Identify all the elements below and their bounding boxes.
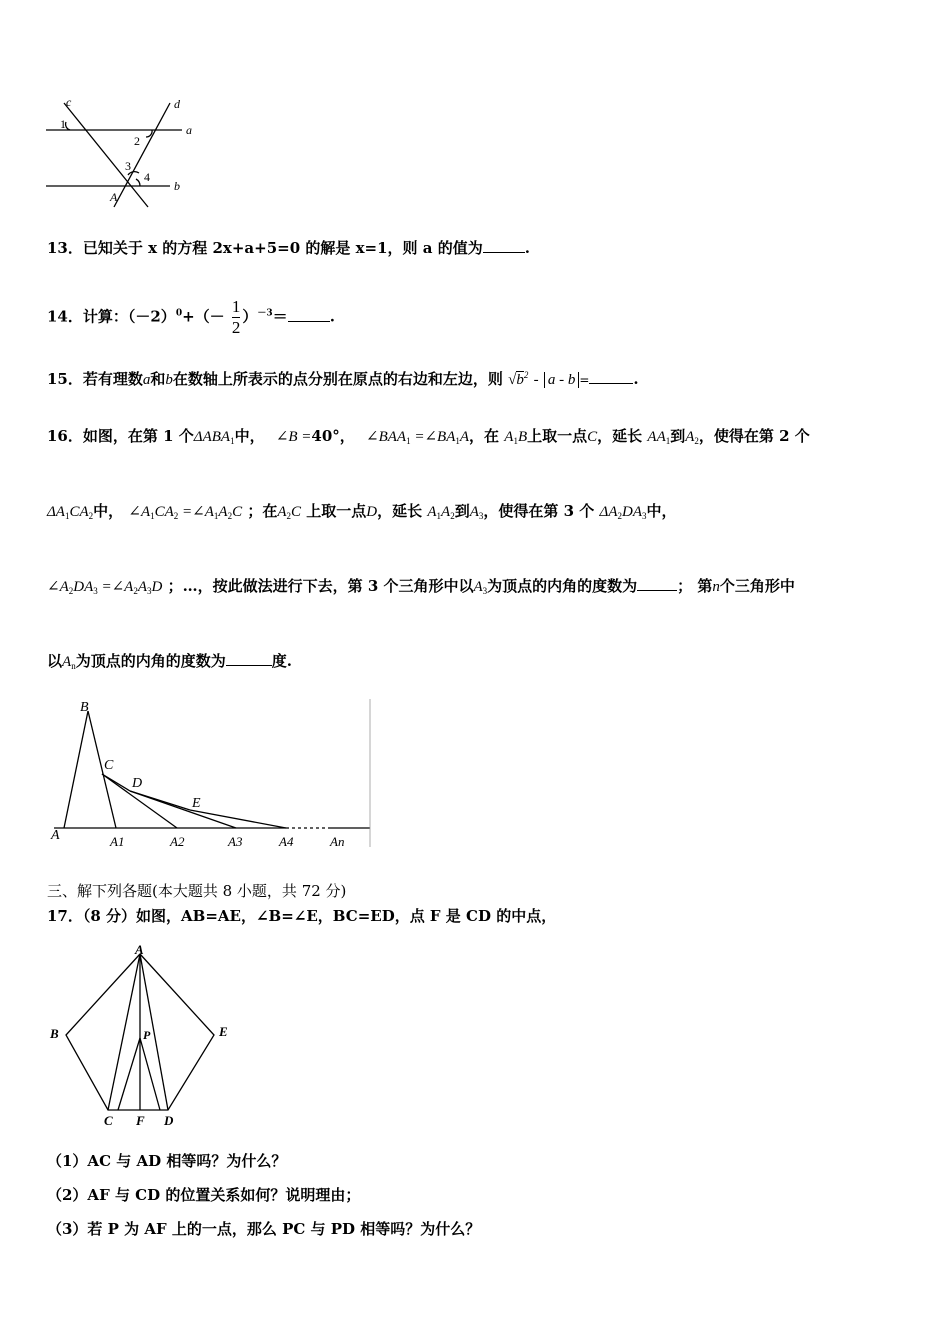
label-An: An: [330, 834, 345, 849]
label-B: B: [50, 1026, 59, 1041]
label-E: E: [192, 796, 201, 811]
label-4: 4: [144, 170, 150, 184]
label-c: c: [66, 95, 72, 109]
question-16-line-3: $\angle A_2DA_3$ $=\angle A_2A_3D$ ；…，按此做法进行下去，第 3 个三角形中以$A_3$为顶点的内角的度数为 ； 第n个三角形中: [47, 577, 795, 596]
label-2: 2: [134, 134, 140, 148]
question-16-line-4: 以$A_n$为顶点的内角的度数为 度.: [47, 652, 292, 671]
label-A4: A4: [279, 834, 294, 849]
line-c: [64, 103, 148, 207]
label-A1: A1: [110, 834, 125, 849]
figure-triangles-sequence: [46, 697, 372, 855]
fraction: $\frac{1}{2}$: [231, 297, 241, 337]
label-B: B: [80, 700, 89, 715]
label-E: E: [219, 1024, 228, 1039]
label-a: a: [186, 123, 192, 137]
line-d: [114, 103, 170, 207]
label-P: P: [143, 1028, 151, 1042]
label-3: 3: [125, 159, 131, 173]
answer-blank[interactable]: [483, 240, 525, 253]
label-C: C: [104, 1113, 113, 1128]
label-b: b: [174, 179, 180, 193]
question-17-part-2: （2）AF 与 CD 的位置关系如何？说明理由；: [47, 1186, 361, 1204]
question-13: 13．已知关于 x 的方程 2x+a+5=0 的解是 x=1，则 a 的值为 .: [47, 239, 530, 257]
label-A: A: [51, 828, 60, 843]
question-16-line-1: 16．如图，在第 1 个$\Delta ABA_1$中， ∠B =40°， $\angle BAA_1$ $=\angle BA_1A$，在 $A_1B$上取一点C，延长 $AA_1$到$A_2$，使得在第 2 个: [47, 427, 810, 446]
q13-text: 13．已知关于 x 的方程 2x+a+5=0 的解是 x=1，则 a 的值为: [47, 239, 483, 257]
label-d: d: [174, 97, 180, 111]
question-17-part-1: （1）AC 与 AD 相等吗？为什么？: [47, 1152, 287, 1170]
question-16-line-2: $\Delta A_1CA_2$中， $\angle A_1CA_2$ $=\angle A_1A_2C$ ；在$A_2C$ 上取一点D，延长 $A_1A_2$到$A_3$，使得在第 3 个 $\Delta A_2DA_3$中，: [47, 502, 677, 521]
question-14: 14．计算：$(-2)^0+(-$ $\frac{1}{2}$ ）$^{-3}$＝ .: [47, 297, 335, 337]
question-15: 15．若有理数a和b在数轴上所表示的点分别在原点的右边和左边，则 $√b^2$ - a - b = .: [47, 370, 639, 388]
section-heading: 三、解下列各题(本大题共 8 小题，共 72 分): [47, 882, 347, 900]
question-17-part-3: （3）若 P 为 AF 上的一点，那么 PC 与 PD 相等吗？为什么？: [47, 1220, 481, 1238]
label-A2: A2: [170, 834, 185, 849]
label-A: A: [110, 190, 118, 204]
answer-blank[interactable]: [226, 653, 272, 666]
figure-pentagon: [46, 940, 246, 1130]
label-C: C: [104, 758, 114, 773]
label-D: D: [132, 776, 143, 791]
label-A3: A3: [228, 834, 243, 849]
label-F: F: [136, 1113, 145, 1128]
answer-blank[interactable]: [288, 309, 330, 322]
figure-parallel-lines: [40, 95, 200, 210]
question-17: 17．（8 分）如图，AB=AE，∠B=∠E，BC=ED，点 F 是 CD 的中点，: [47, 907, 557, 925]
label-D: D: [164, 1113, 174, 1128]
sqrt-expression: $√b^2$: [508, 370, 529, 388]
answer-blank[interactable]: [589, 371, 633, 384]
abs-expression: a - b: [544, 372, 580, 388]
answer-blank[interactable]: [637, 578, 677, 591]
label-1: 1: [60, 117, 66, 131]
label-A: A: [135, 942, 144, 957]
